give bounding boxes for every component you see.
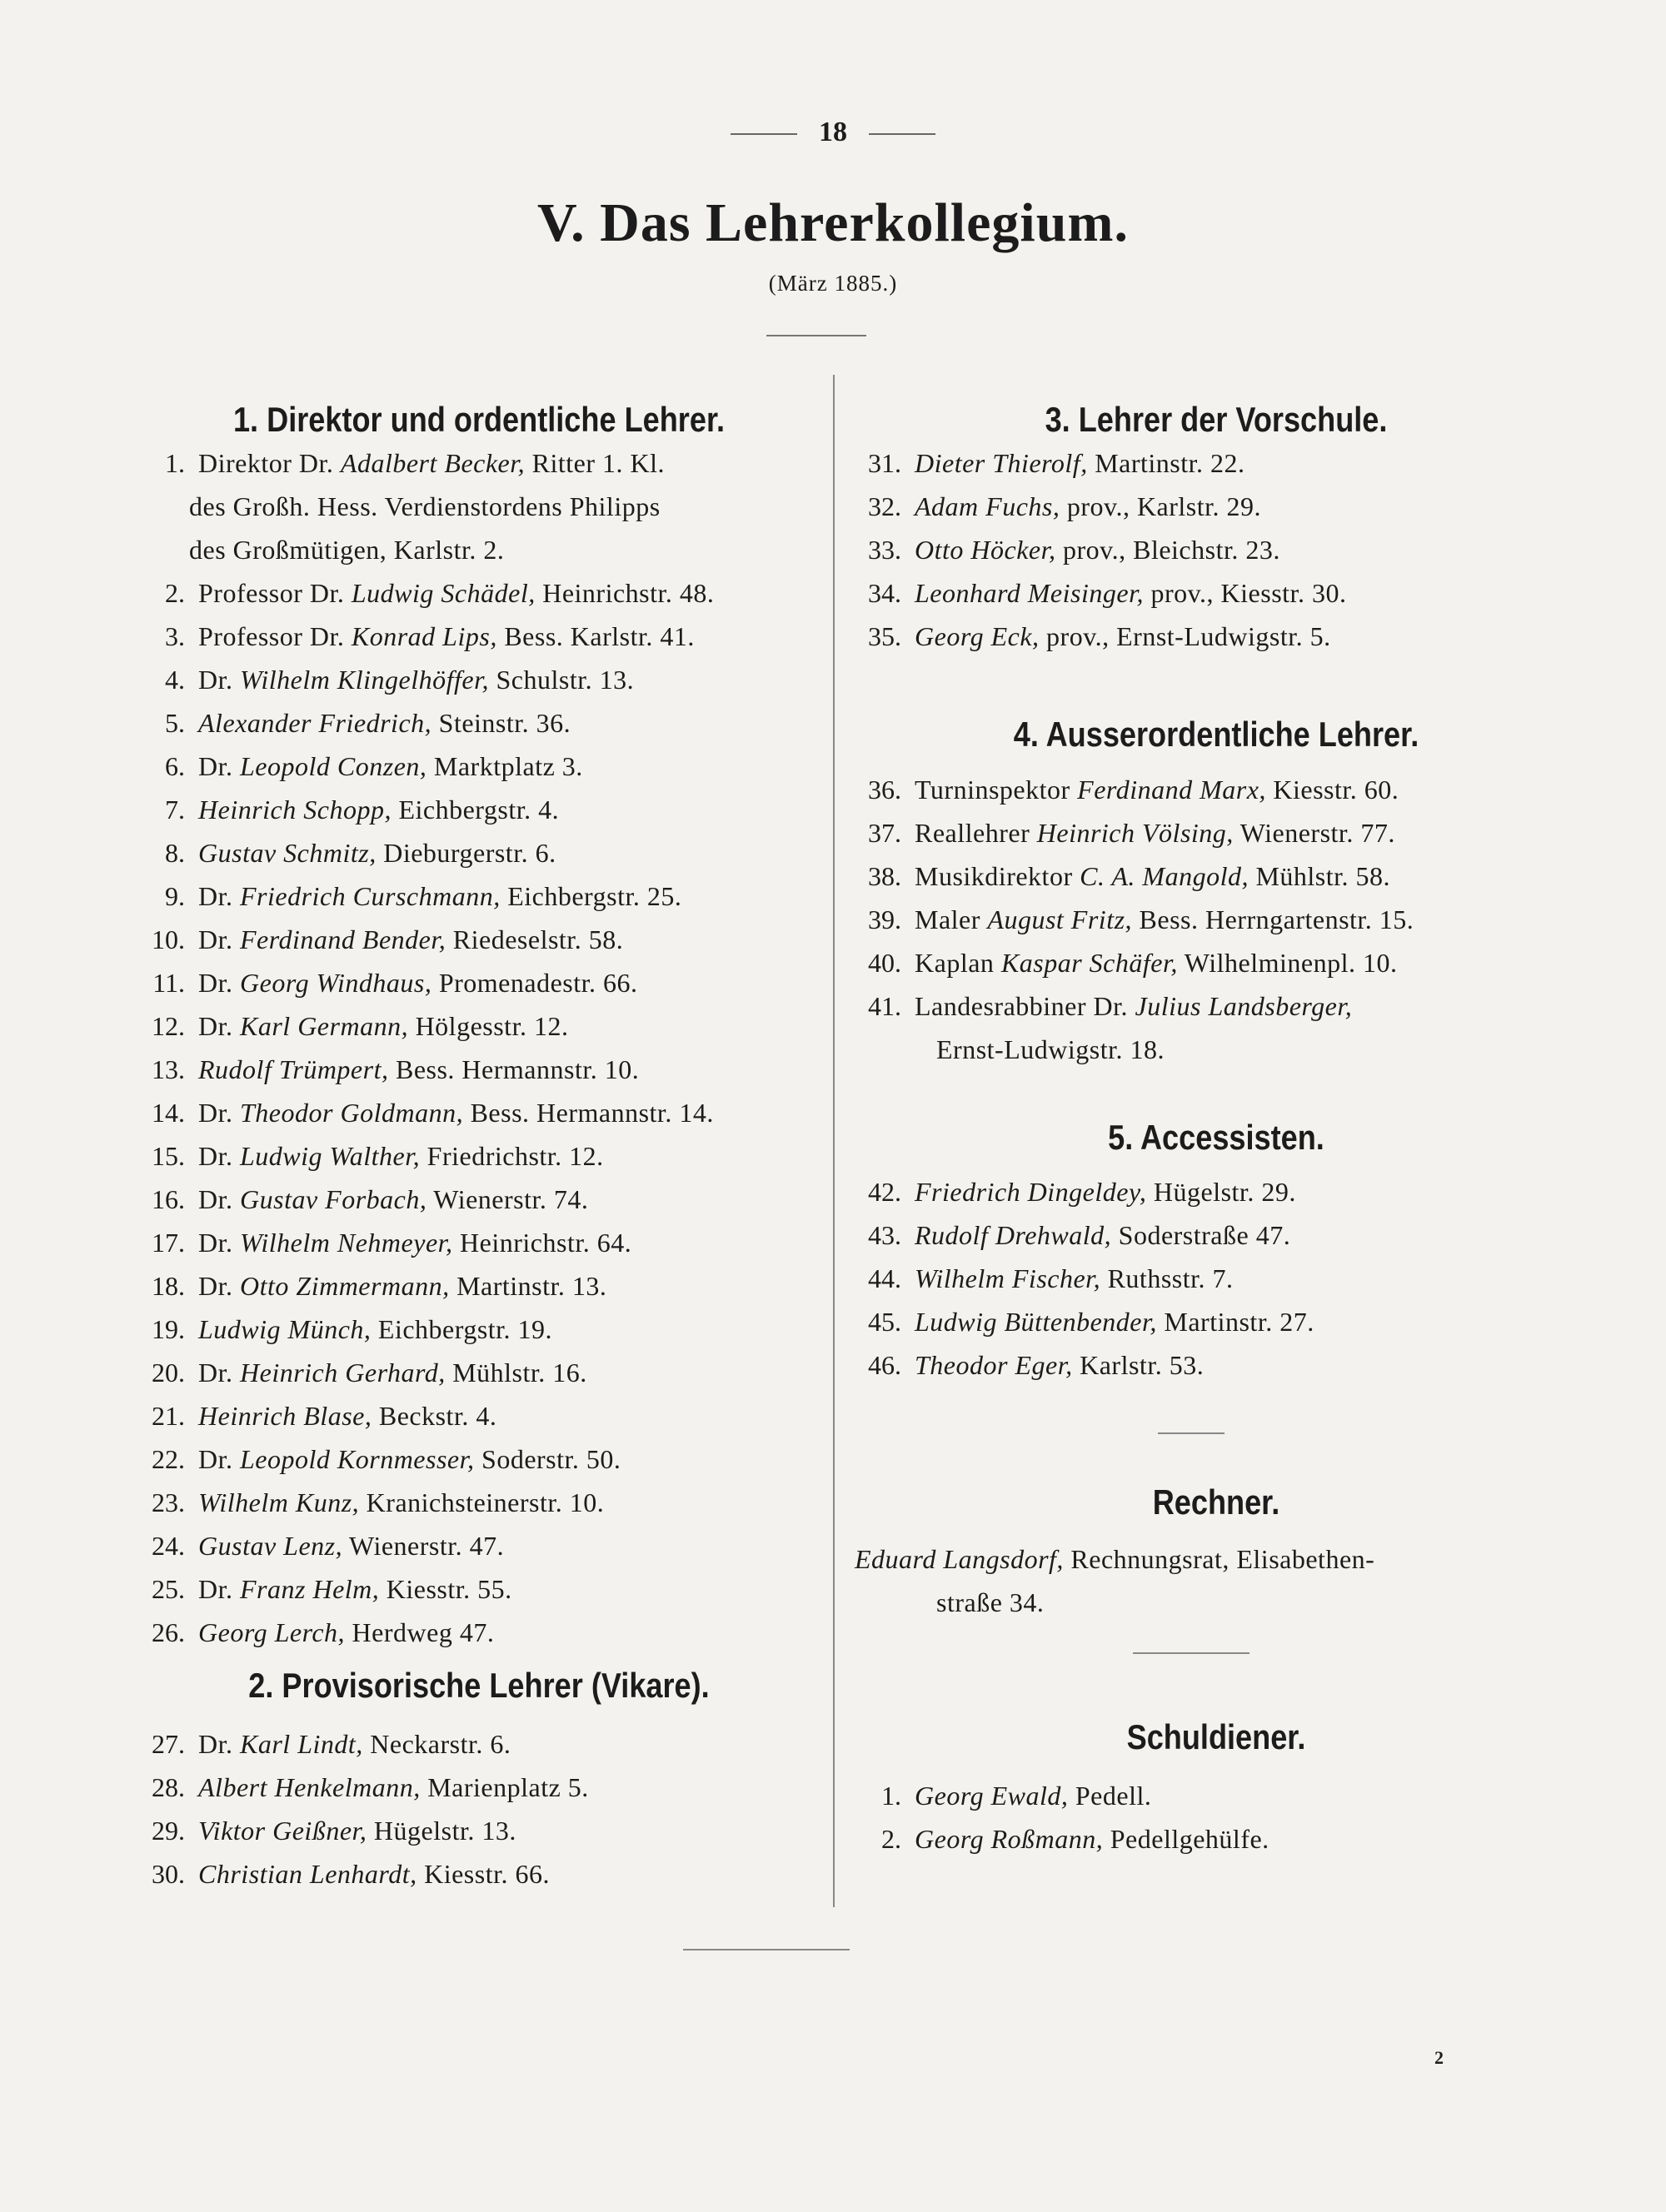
entry-number: 2. (881, 1824, 901, 1854)
entry-detail: prov., Kiesstr. 30. (1143, 578, 1347, 608)
entry-text (901, 1177, 1296, 1207)
entry-detail: Bess. Hermannstr. 10. (388, 1054, 640, 1084)
list-item (850, 1343, 1204, 1387)
list-item (133, 1091, 714, 1134)
entry-detail: Ruthsstr. 7. (1100, 1263, 1234, 1293)
entry-text (185, 1617, 494, 1647)
entry-prefix: Dr. (198, 1228, 240, 1258)
entry-detail: prov., Bleichstr. 23. (1055, 535, 1280, 565)
entry-number: 21. (152, 1401, 185, 1431)
list-item (133, 918, 623, 961)
entry-text (185, 1228, 631, 1258)
entry-number: 43. (868, 1220, 901, 1250)
entry-detail: Soderstraße 47. (1111, 1220, 1291, 1250)
entry-number: 15. (152, 1141, 185, 1171)
entry-text (185, 1011, 568, 1041)
entry-detail: Bess. Hermannstr. 14. (463, 1098, 714, 1128)
list-item (133, 1004, 568, 1048)
entry-text (185, 448, 665, 478)
entry-prefix: Landesrabbiner Dr. (915, 991, 1135, 1021)
entry-text (185, 838, 556, 868)
entry-number: 39. (868, 904, 901, 934)
list-item (133, 1481, 604, 1524)
entry-detail: prov., Karlstr. 29. (1060, 491, 1262, 521)
entry-number: 6. (165, 751, 185, 781)
person-name: Albert Henkelmann, (198, 1772, 421, 1802)
entry-number: 8. (165, 838, 185, 868)
entry-prefix: Musikdirektor (915, 861, 1080, 891)
entry-detail: Riedeselstr. 58. (446, 924, 624, 954)
entry-number: 31. (868, 448, 901, 478)
entry-text (185, 924, 623, 954)
entry-text (901, 1781, 1151, 1811)
entry-text (185, 1859, 550, 1889)
entry-prefix: Dr. (198, 1271, 240, 1301)
entry-text (901, 491, 1261, 521)
list-item (133, 831, 556, 874)
section-heading: 4. Ausserordentliche Lehrer. (1013, 715, 1419, 754)
entry-prefix: Kaplan (915, 948, 1001, 978)
person-name: Eduard Langsdorf, (855, 1544, 1064, 1574)
list-item (850, 1257, 1234, 1300)
person-name: Rudolf Drehwald, (915, 1220, 1112, 1250)
entry-detail: Martinstr. 22. (1087, 448, 1245, 478)
person-name: Gustav Schmitz, (198, 838, 377, 868)
entry-prefix: Reallehrer (915, 818, 1037, 848)
entry-number: 10. (152, 924, 185, 954)
list-item (850, 984, 1352, 1028)
entry-number: 2. (165, 578, 185, 608)
entry-detail: Hölgesstr. 12. (408, 1011, 569, 1041)
entry-detail: Karlstr. 53. (1072, 1350, 1205, 1380)
entry-detail: Dieburgerstr. 6. (376, 838, 556, 868)
entry-detail: Bess. Karlstr. 41. (496, 621, 695, 651)
entry-prefix: Dr. (198, 1184, 240, 1214)
person-name: Heinrich Schopp, (198, 795, 392, 825)
list-item (133, 745, 583, 788)
person-name: Wilhelm Nehmeyer, (240, 1228, 453, 1258)
list-item (133, 1611, 494, 1654)
entry-prefix: Dr. (198, 1098, 240, 1128)
entry-number: 34. (868, 578, 901, 608)
person-name: Julius Landsberger, (1135, 991, 1353, 1021)
person-name: Konrad Lips, (351, 621, 497, 651)
entry-detail: Soderstr. 50. (474, 1444, 621, 1474)
list-item (850, 528, 1280, 571)
footer-divider (683, 1949, 850, 1950)
entry-number: 41. (868, 991, 901, 1021)
entry-detail: Bess. Herrngartenstr. 15. (1132, 904, 1414, 934)
person-name: Georg Lerch, (198, 1617, 346, 1647)
person-name: Leopold Conzen, (240, 751, 427, 781)
entry-detail: Pedellgehülfe. (1103, 1824, 1269, 1854)
entry-text (185, 1816, 516, 1846)
section-heading: 5. Accessisten. (1108, 1118, 1324, 1157)
person-name: Adalbert Becker, (340, 448, 526, 478)
entry-text (185, 1444, 621, 1474)
entry-prefix: Dr. (198, 1141, 240, 1171)
person-name: Leonhard Meisinger, (915, 578, 1144, 608)
list-item (850, 898, 1414, 941)
dash-right (869, 133, 935, 135)
entry-continuation: des Großh. Hess. Verdienstordens Philipps (189, 491, 661, 521)
entry-number: 4. (165, 665, 185, 695)
entry-detail: Hügelstr. 13. (367, 1816, 516, 1846)
entry-prefix: Dr. (198, 881, 240, 911)
list-item (133, 571, 714, 615)
entry-number: 17. (152, 1228, 185, 1258)
person-name: Adam Fuchs, (915, 491, 1060, 521)
entry-text (901, 1263, 1234, 1293)
list-item (133, 441, 665, 485)
person-name: Georg Roßmann, (915, 1824, 1104, 1854)
entry-number: 3. (165, 621, 185, 651)
person-name: Georg Windhaus, (240, 968, 432, 998)
entry-detail: Marienplatz 5. (420, 1772, 589, 1802)
entry-text (901, 818, 1395, 848)
entry-text (185, 621, 695, 651)
entry-number: 20. (152, 1358, 185, 1387)
entry-text (185, 751, 583, 781)
list-item (133, 1722, 511, 1766)
entry-text (901, 535, 1280, 565)
title-divider (766, 335, 866, 336)
entry-detail: Eichbergstr. 4. (391, 795, 560, 825)
person-name: Theodor Eger, (915, 1350, 1073, 1380)
person-name: C. A. Mangold, (1080, 861, 1249, 891)
list-item (850, 571, 1346, 615)
person-name: Ferdinand Marx, (1077, 775, 1266, 805)
entry-prefix: Dr. (198, 1729, 240, 1759)
section-heading: 1. Direktor und ordentliche Lehrer. (232, 400, 726, 439)
list-item (133, 1809, 516, 1852)
entry-prefix: Turninspektor (915, 775, 1078, 805)
entry-text (185, 1729, 511, 1759)
column-divider (833, 375, 835, 1907)
person-name: Kaspar Schäfer, (1000, 948, 1178, 978)
list-item (133, 1852, 550, 1896)
person-name: Friedrich Curschmann, (240, 881, 501, 911)
entry-text (901, 904, 1414, 934)
entry-detail: Eichbergstr. 25. (500, 881, 682, 911)
entry-prefix: Professor Dr. (198, 621, 352, 651)
section-divider (1133, 1652, 1250, 1654)
entry-number: 1. (881, 1781, 901, 1811)
entry-text (185, 968, 638, 998)
list-item (850, 1300, 1314, 1343)
entry-text (901, 991, 1352, 1021)
list-item (133, 1394, 496, 1437)
entry-detail: Kiesstr. 60. (1265, 775, 1399, 805)
entry-detail: Hügelstr. 29. (1146, 1177, 1296, 1207)
person-name: Otto Höcker, (915, 535, 1056, 565)
entry-number: 45. (868, 1307, 901, 1337)
entry-text (901, 948, 1397, 978)
entry-detail: Herdweg 47. (345, 1617, 495, 1647)
entry-text (185, 708, 571, 738)
entry-number: 11. (152, 968, 185, 998)
person-name: Karl Lindt, (240, 1729, 363, 1759)
person-name: Viktor Geißner, (198, 1816, 367, 1846)
person-name: Theodor Goldmann, (240, 1098, 464, 1128)
entry-prefix: Dr. (198, 1444, 240, 1474)
entry-prefix: Professor Dr. (198, 578, 352, 608)
person-name: Friedrich Dingeldey, (915, 1177, 1147, 1207)
entry-text (185, 578, 714, 608)
list-item (850, 768, 1399, 811)
entry-number: 33. (868, 535, 901, 565)
page-number-line (0, 117, 1666, 148)
entry-number: 38. (868, 861, 901, 891)
entry-number: 16. (152, 1184, 185, 1214)
entry-prefix: Direktor Dr. (198, 448, 341, 478)
entry-detail: Kranichsteinerstr. 10. (359, 1487, 605, 1517)
entry-detail: Mühlstr. 16. (445, 1358, 587, 1387)
entry-detail: Pedell. (1068, 1781, 1152, 1811)
entry-detail: Wienerstr. 47. (342, 1531, 505, 1561)
list-item (850, 441, 1245, 485)
entry-number: 37. (868, 818, 901, 848)
entry-detail: Rechnungsrat, Elisabethen- (1063, 1544, 1375, 1574)
entry-text (901, 578, 1346, 608)
entry-text (185, 1098, 714, 1128)
entry-number: 14. (152, 1098, 185, 1128)
list-item (133, 1351, 587, 1394)
list-item (133, 1524, 504, 1567)
section-heading: 2. Provisorische Lehrer (Vikare). (248, 1666, 710, 1705)
entry-text (185, 881, 681, 911)
entry-number: 5. (165, 708, 185, 738)
entry-prefix: Dr. (198, 1358, 240, 1387)
entry-text (901, 621, 1331, 651)
entry-detail: Promenadestr. 66. (431, 968, 638, 998)
list-item (133, 1766, 589, 1809)
entry-detail: Eichbergstr. 19. (371, 1314, 553, 1344)
entry-detail: Mühlstr. 58. (1248, 861, 1391, 891)
entry-number: 24. (152, 1531, 185, 1561)
list-item (133, 788, 559, 831)
entry-detail: Martinstr. 13. (449, 1271, 607, 1301)
list-item (133, 1134, 604, 1178)
entry-detail: Wienerstr. 74. (426, 1184, 589, 1214)
entry-detail: Wilhelminenpl. 10. (1177, 948, 1398, 978)
entry-text (185, 1574, 512, 1604)
list-item (133, 1437, 621, 1481)
list-item (133, 658, 634, 701)
list-item (133, 615, 695, 658)
entry-prefix: Maler (915, 904, 988, 934)
entry-text (185, 665, 634, 695)
rechner-line (855, 1537, 1374, 1581)
entry-number: 7. (165, 795, 185, 825)
list-item (133, 1308, 552, 1351)
entry-number: 44. (868, 1263, 901, 1293)
person-name: Gustav Lenz, (198, 1531, 343, 1561)
entry-detail: Friedrichstr. 12. (420, 1141, 604, 1171)
person-name: Dieter Thierolf, (915, 448, 1088, 478)
list-item (133, 961, 638, 1004)
person-name: Heinrich Gerhard, (240, 1358, 446, 1387)
list-item (133, 1567, 512, 1611)
page-number: 18 (819, 117, 847, 147)
entry-prefix: Dr. (198, 968, 240, 998)
person-name: Ludwig Büttenbender, (915, 1307, 1157, 1337)
entry-text (901, 1307, 1314, 1337)
person-name: Wilhelm Fischer, (915, 1263, 1101, 1293)
list-item (133, 701, 571, 745)
entry-text (901, 775, 1399, 805)
entry-text (185, 1487, 604, 1517)
entry-text (185, 795, 559, 825)
person-name: Otto Zimmermann, (240, 1271, 450, 1301)
entry-number: 26. (152, 1617, 185, 1647)
entry-detail: Beckstr. 4. (372, 1401, 497, 1431)
entry-number: 42. (868, 1177, 901, 1207)
dash-left (731, 133, 797, 135)
list-item (133, 1221, 631, 1264)
person-name: Karl Germann, (240, 1011, 409, 1041)
section-heading: Rechner. (1152, 1482, 1280, 1522)
list-item (850, 485, 1261, 528)
entry-number: 22. (152, 1444, 185, 1474)
person-name: Georg Eck, (915, 621, 1040, 651)
section-heading: 3. Lehrer der Vorschule. (1045, 400, 1388, 439)
entry-number: 19. (152, 1314, 185, 1344)
entry-detail: Marktplatz 3. (426, 751, 583, 781)
entry-text (185, 1271, 606, 1301)
entry-text (185, 1772, 589, 1802)
person-name: Ludwig Münch, (198, 1314, 372, 1344)
entry-text (185, 1314, 552, 1344)
entry-detail: Kiesstr. 55. (379, 1574, 512, 1604)
entry-text (185, 1184, 588, 1214)
list-item (850, 1213, 1290, 1257)
entry-text (901, 1824, 1269, 1854)
entry-detail: Schulstr. 13. (488, 665, 635, 695)
person-name: Leopold Kornmesser, (240, 1444, 475, 1474)
entry-number: 12. (152, 1011, 185, 1041)
entry-detail: Martinstr. 27. (1156, 1307, 1314, 1337)
list-item (850, 1170, 1296, 1213)
sheet-number: 2 (1434, 2047, 1444, 2068)
person-name: Christian Lenhardt, (198, 1859, 417, 1889)
entry-text (901, 1220, 1290, 1250)
list-item (850, 941, 1397, 984)
entry-number: 40. (868, 948, 901, 978)
entry-number: 27. (152, 1729, 185, 1759)
list-item (850, 811, 1395, 854)
entry-prefix: Dr. (198, 751, 240, 781)
entry-number: 29. (152, 1816, 185, 1846)
entry-prefix: Dr. (198, 665, 240, 695)
list-item (133, 1048, 639, 1091)
entry-number: 25. (152, 1574, 185, 1604)
entry-continuation: des Großmütigen, Karlstr. 2. (189, 535, 505, 565)
list-item (133, 1264, 606, 1308)
entry-continuation: Ernst-Ludwigstr. 18. (936, 1034, 1165, 1064)
entry-text (901, 861, 1390, 891)
person-name: Rudolf Trümpert, (198, 1054, 389, 1084)
section-heading: Schuldiener. (1126, 1717, 1306, 1756)
list-item (850, 615, 1331, 658)
entry-detail: Neckarstr. 6. (362, 1729, 511, 1759)
person-name: Franz Helm, (240, 1574, 380, 1604)
list-item (133, 874, 681, 918)
entry-number: 1. (165, 448, 185, 478)
entry-number: 30. (152, 1859, 185, 1889)
entry-number: 46. (868, 1350, 901, 1380)
person-name: Georg Ewald, (915, 1781, 1069, 1811)
entry-number: 9. (165, 881, 185, 911)
person-name: Wilhelm Kunz, (198, 1487, 360, 1517)
list-item (850, 1817, 1269, 1861)
person-name: Heinrich Völsing, (1036, 818, 1234, 848)
entry-number: 18. (152, 1271, 185, 1301)
entry-prefix: Dr. (198, 924, 240, 954)
list-item (850, 1774, 1151, 1817)
entry-prefix: Dr. (198, 1574, 240, 1604)
person-name: Ferdinand Bender, (240, 924, 446, 954)
entry-continuation: straße 34. (936, 1587, 1045, 1617)
entry-detail: Heinrichstr. 48. (535, 578, 715, 608)
entry-number: 23. (152, 1487, 185, 1517)
list-item (850, 854, 1390, 898)
person-name: August Fritz, (987, 904, 1133, 934)
section-divider (1158, 1432, 1225, 1434)
entry-detail: Ritter 1. Kl. (525, 448, 666, 478)
entry-number: 13. (152, 1054, 185, 1084)
person-name: Alexander Friedrich, (198, 708, 432, 738)
person-name: Ludwig Walther, (240, 1141, 421, 1171)
entry-text (185, 1531, 504, 1561)
entry-text (901, 1350, 1204, 1380)
entry-prefix: Dr. (198, 1011, 240, 1041)
entry-detail: Heinrichstr. 64. (452, 1228, 632, 1258)
entry-number: 28. (152, 1772, 185, 1802)
list-item (133, 1178, 588, 1221)
entry-number: 36. (868, 775, 901, 805)
entry-number: 35. (868, 621, 901, 651)
person-name: Ludwig Schädel, (351, 578, 536, 608)
person-name: Heinrich Blase, (198, 1401, 372, 1431)
page-title: V. Das Lehrerkollegium. (537, 192, 1129, 253)
entry-text (185, 1141, 604, 1171)
entry-text (185, 1401, 496, 1431)
entry-text (901, 448, 1245, 478)
person-name: Wilhelm Klingelhöffer, (240, 665, 489, 695)
entry-detail: Steinstr. 36. (431, 708, 571, 738)
entry-detail: Kiesstr. 66. (416, 1859, 550, 1889)
page-date: (März 1885.) (768, 271, 898, 296)
entry-number: 32. (868, 491, 901, 521)
entry-text (185, 1358, 587, 1387)
person-name: Gustav Forbach, (240, 1184, 427, 1214)
entry-detail: prov., Ernst-Ludwigstr. 5. (1039, 621, 1331, 651)
entry-text (185, 1054, 639, 1084)
entry-detail: Wienerstr. 77. (1233, 818, 1395, 848)
